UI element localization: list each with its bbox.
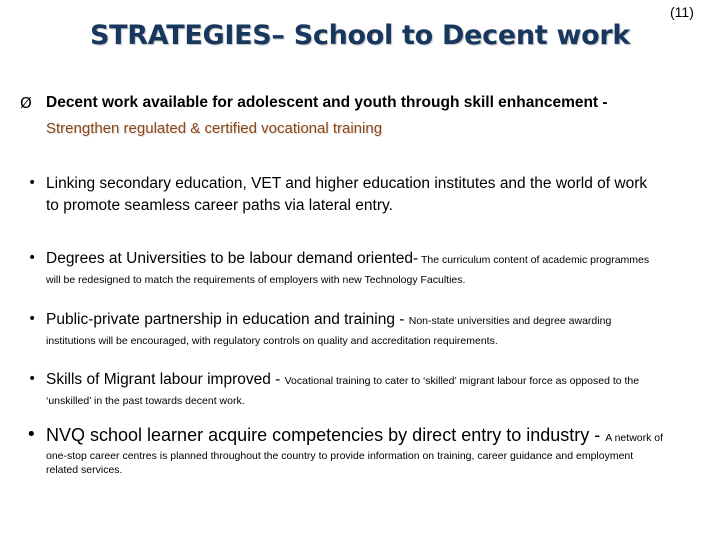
item-detail: Non-state universities and degree awarding [408, 315, 612, 327]
item-detail: A network of [605, 432, 664, 444]
item-lead: Degrees at Universities to be labour demand oriented- [46, 250, 419, 267]
list-item-text [46, 369, 706, 411]
heading-text: Decent work available for adolescent and youth through skill enhancement - [46, 94, 608, 111]
page-number: (11) [670, 4, 694, 20]
bullet-icon: • [28, 175, 37, 191]
bullet-icon: • [28, 311, 37, 327]
list-item-text [46, 248, 706, 290]
list-item-text [46, 309, 706, 351]
list-item-line: to promote seamless career paths via lateral entry. [46, 197, 393, 214]
item-lead: Skills of Migrant labour improved - [46, 371, 285, 388]
list-item-line [46, 248, 706, 270]
item-detail: one-stop career centres is planned throughout the country to provide information on training, career guidance and employment [46, 450, 634, 462]
list-item-text [46, 173, 706, 217]
item-detail: institutions will be encouraged, with regulatory controls on quality and accreditation requirements. [46, 335, 498, 347]
item-detail: The curriculum content of academic programmes [418, 254, 650, 266]
item-detail: Vocational training to cater to ‘skilled’ migrant labour force as opposed to the [284, 375, 640, 387]
bullet-icon: • [28, 250, 37, 266]
list-item-line: Linking secondary education, VET and higher education institutes and the world of work [46, 175, 648, 192]
list-item-line [46, 309, 706, 331]
item-lead: Public-private partnership in education and training - [46, 311, 409, 328]
item-detail: will be redesigned to match the requirements of employers with new Technology Faculties. [46, 274, 466, 286]
heading-bullet-icon: Ø [20, 94, 32, 112]
list-item-line [46, 423, 706, 449]
list-item-line [46, 369, 706, 391]
heading-subtext: Strengthen regulated & certified vocational training [46, 120, 383, 137]
bullet-icon: • [28, 371, 37, 387]
slide-title: STRATEGIES– School to Decent work [90, 20, 631, 51]
item-detail: ‘unskilled’ in the past towards decent work. [46, 395, 245, 407]
list-item-text [46, 423, 706, 477]
bullet-icon: • [26, 424, 37, 445]
item-lead: NVQ school learner acquire competencies by direct entry to industry - [46, 425, 606, 445]
item-detail: related services. [46, 464, 123, 476]
